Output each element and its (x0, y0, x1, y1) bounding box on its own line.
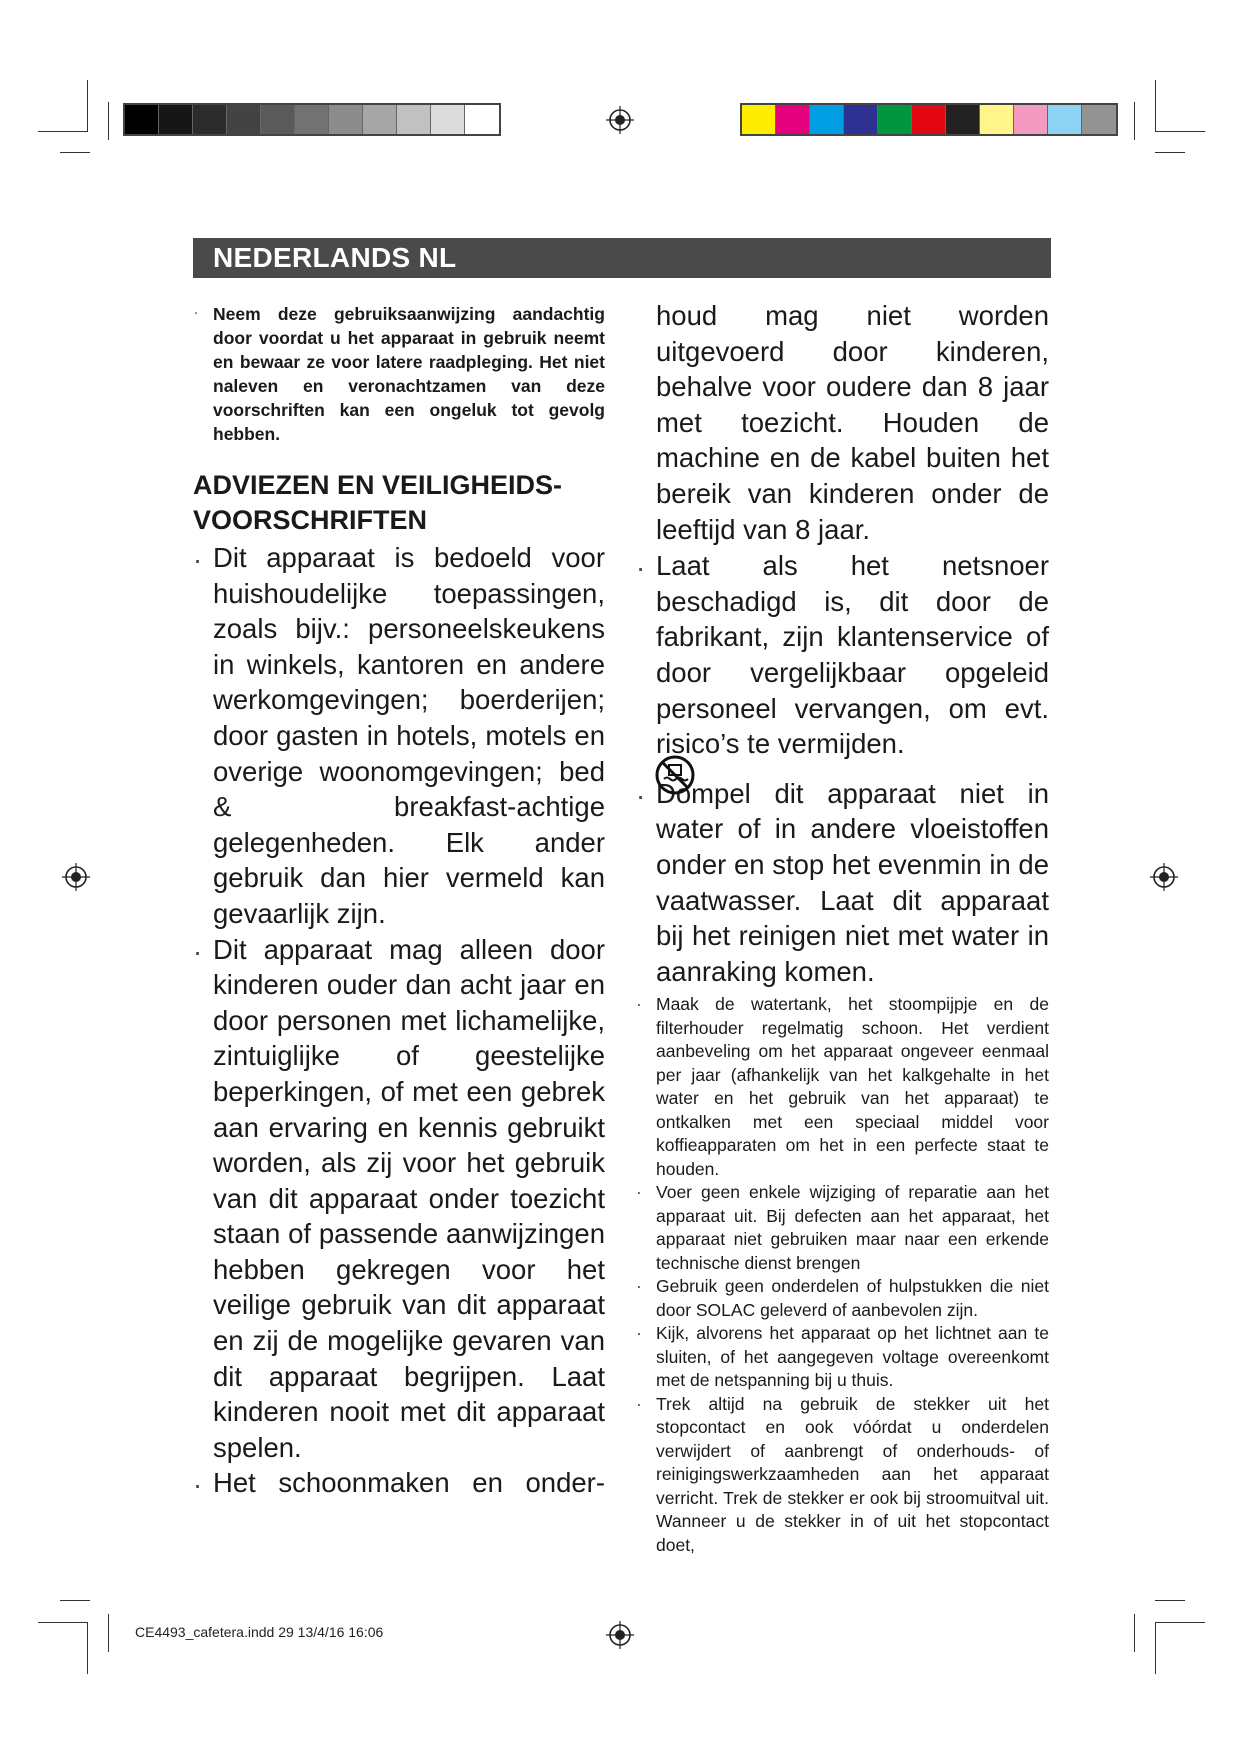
left-column (193, 302, 605, 1501)
color-swatch (878, 105, 912, 134)
do-not-submerge-icon (654, 754, 696, 796)
color-swatch (159, 105, 193, 134)
list-item-text: Het schoonmaken en onder- (213, 1467, 605, 1499)
list-item-text: Trek altijd na gebruik de stekker uit het stopcontact en ook vóórdat u onderdelen verwijdert of aanbrengt of onderhouds- of reinigingswerkzaamheden aan het apparaat verricht. Trek de stekker er ook bij stroomuitval uit. Wanneer u de stekker in of uit het stopcontact doet, (656, 1393, 1049, 1555)
intro-paragraph: · Neem deze gebruiksaanwijzing aandachtig door voordat u het apparaat in gebruik neemt en bewaar ze voor latere raadpleging. Het niet naleven en veronachtzamen van deze voorschriften kan een ongeluk tot gevolg hebben. (193, 302, 605, 446)
safety-list-right (636, 298, 1049, 989)
registration-mark-icon (62, 863, 90, 891)
bullet-icon: · (636, 1182, 642, 1203)
crop-mark (1155, 131, 1205, 132)
color-swatch (431, 105, 465, 134)
color-swatch (742, 105, 776, 134)
color-swatch (1082, 105, 1116, 134)
color-swatch (1048, 105, 1082, 134)
list-item-text: Voer geen enkele wijziging of reparatie aan het apparaat uit. Bij defecten aan het apparaat, het apparaat niet gebruiken maar naar een erkende technische dienst brengen (656, 1182, 1049, 1273)
color-swatch (776, 105, 810, 134)
registration-mark-icon (606, 1621, 634, 1649)
color-swatch (227, 105, 261, 134)
crop-mark (108, 1614, 109, 1652)
color-swatch (363, 105, 397, 134)
list-item-text: Maak de watertank, het stoompijpje en de filterhouder regelmatig schoon. Het verdient aanbeveling om het apparaat ongeveer eenmaal per jaar (afhankelijk van het kalkgehalte in het water en het gebruik van het apparaat) te ontkalken met een speciaal middel voor koffieapparaten om het in een perfecte staat te houden. (656, 994, 1049, 1179)
crop-mark (38, 1622, 88, 1623)
safety-list-right-small (636, 993, 1049, 1557)
color-swatch (844, 105, 878, 134)
color-swatch (980, 105, 1014, 134)
crop-mark (60, 1600, 90, 1601)
crop-mark (60, 152, 90, 153)
list-item (636, 1393, 1049, 1558)
registration-mark-icon (1150, 863, 1178, 891)
crop-mark (87, 80, 88, 132)
process-color-bar (740, 103, 1118, 136)
list-item (636, 548, 1049, 762)
crop-mark (1134, 102, 1135, 140)
list-item (636, 1322, 1049, 1393)
bullet-icon: · (636, 779, 646, 811)
crop-mark (38, 131, 88, 132)
color-swatch (465, 105, 499, 134)
bullet-icon: · (636, 552, 646, 584)
list-item-continuation: houd mag niet worden uitgevoerd door kinderen, behalve voor oudere dan 8 jaar met toezicht. Houden de machine en de kabel buiten het bereik van kinderen onder de leeftijd van 8 jaar. (656, 300, 1049, 545)
bullet-icon: · (193, 1469, 203, 1501)
list-item (636, 1275, 1049, 1322)
list-item (636, 776, 1049, 990)
list-item-text: Dit apparaat is bedoeld voor huishoudelijke toepassingen, zoals bijv.: personeelskeukens in winkels, kantoren en andere werkomgevingen; boerderijen; door gasten in hotels, motels en overige woonomgevingen; bed & breakfast-achtige gelegenheden. Elk ander gebruik dan hier vermeld kan gevaarlijk zijn. (213, 542, 605, 929)
color-swatch (193, 105, 227, 134)
color-swatch (397, 105, 431, 134)
section-heading-line2: VOORSCHRIFTEN (193, 505, 428, 535)
list-item-text: Kijk, alvorens het apparaat op het lichtnet aan te sluiten, of het aangegeven voltage overeenkomt met de netspanning bij u thuis. (656, 1323, 1049, 1391)
crop-mark (1155, 1622, 1205, 1623)
list-item (636, 993, 1049, 1181)
crop-mark (108, 102, 109, 140)
color-swatch (946, 105, 980, 134)
section-heading-line1: ADVIEZEN EN VEILIGHEIDS- (193, 470, 563, 500)
color-swatch (329, 105, 363, 134)
color-swatch (125, 105, 159, 134)
crop-mark (1134, 1614, 1135, 1652)
list-item-text: Laat als het netsnoer beschadigd is, dit door de fabrikant, zijn klantenservice of door vergelijkbaar opgeleid personeel vervangen, om evt. risico’s te vermijden. (656, 550, 1049, 760)
list-item (636, 1181, 1049, 1275)
list-item (193, 540, 605, 932)
bullet-icon: · (636, 994, 642, 1015)
crop-mark (87, 1622, 88, 1674)
safety-list-left (193, 540, 605, 1501)
bullet-icon: · (193, 935, 203, 967)
color-swatch (261, 105, 295, 134)
registration-mark-icon (606, 106, 634, 134)
crop-mark (1155, 80, 1156, 132)
bullet-icon: · (636, 1393, 642, 1414)
bullet-icon: · (193, 544, 203, 575)
grayscale-color-bar (123, 103, 501, 136)
crop-mark (1155, 152, 1185, 153)
language-header: NEDERLANDS NL (193, 238, 1051, 278)
bullet-icon: · (636, 1276, 642, 1297)
list-item (193, 932, 605, 1466)
color-swatch (295, 105, 329, 134)
print-slug: CE4493_cafetera.indd 29 13/4/16 16:06 (135, 1624, 384, 1640)
bullet-icon: · (636, 1323, 642, 1344)
right-column (636, 298, 1049, 1557)
crop-mark (1155, 1600, 1185, 1601)
list-item-text: Dompel dit apparaat niet in water of in andere vloeistoffen onder en stop het evenmin in de vaatwasser. Laat dit apparaat bij het reinigen niet met water in aanraking komen. (656, 777, 1049, 987)
crop-mark (1155, 1622, 1156, 1674)
section-heading (193, 468, 605, 538)
color-swatch (912, 105, 946, 134)
list-item-text: Gebruik geen onderdelen of hulpstukken die niet door SOLAC geleverd of aanbevolen zijn. (656, 1276, 1049, 1320)
color-swatch (1014, 105, 1048, 134)
color-swatch (810, 105, 844, 134)
list-item (193, 1465, 605, 1501)
list-item-text: Dit apparaat mag alleen door kinderen ouder dan acht jaar en door personen met lichamelijke, zintuiglijke of geestelijke beperkingen, of met een gebrek aan ervaring en kennis gebruikt worden, als zij voor het gebruik van dit apparaat onder toezicht staan of passende aanwijzingen hebben gekregen voor het veilige gebruik van dit apparaat en zij de mogelijke gevaren van dit apparaat begrijpen. Laat kinderen nooit met dit apparaat spelen. (213, 933, 605, 1463)
